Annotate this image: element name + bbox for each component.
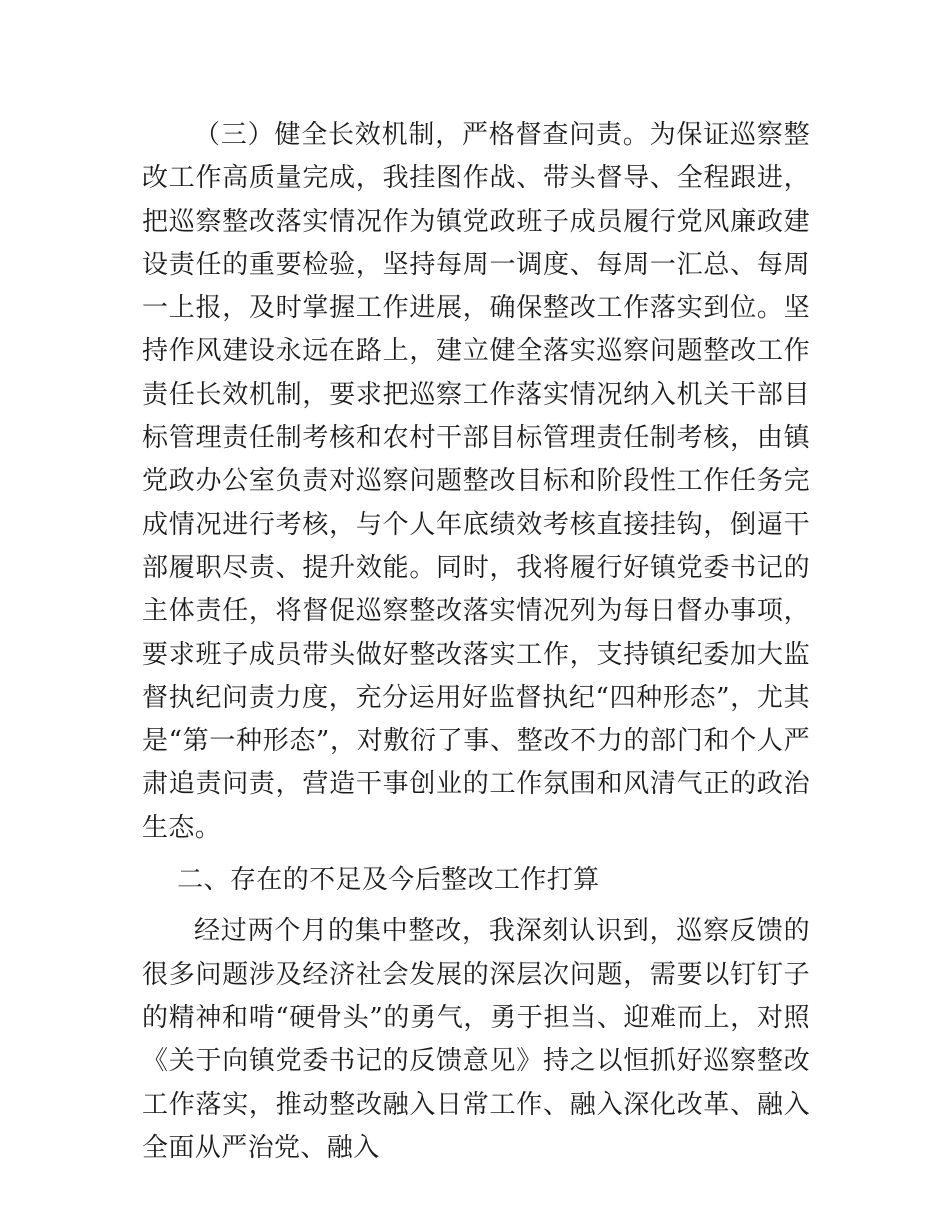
paragraph-long-term-mechanism: （三）健全长效机制，严格督查问责。为保证巡察整改工作高质量完成，我挂图作战、带头督导、全程跟进，把巡察整改落实情况作为镇党政班子成员履行党风廉政建设责任的重要检验，坚持每周一调度、每周一汇总、每周一上报，及时掌握工作进展，确保整改工作落实到位。坚持作风建设永远在路上，建立健全落实巡察问题整改工作责任长效机制，要求把巡察工作落实情况纳入机关干部目标管理责任制考核和农村干部目标管理责任制考核，由镇党政办公室负责对巡察问题整改目标和阶段性工作任务完成情况进行考核，与个人年底绩效考核直接挂钩，倒逼干部履职尽责、提升效能。同时，我将履行好镇党委书记的主体责任，将督促巡察整改落实情况列为每日督办事项，要求班子成员带头做好整改落实工作，支持镇纪委加大监督执纪问责力度，充分运用好监督执纪“四种形态”，尤其是“第一种形态”，对敷衍了事、整改不力的部门和个人严肃追责问责，营造干事创业的工作氛围和风清气正的政治生态。	[142, 120, 810, 843]
paragraph-shortcomings: 经过两个月的集中整改，我深刻认识到，巡察反馈的很多问题涉及经济社会发展的深层次问题，需要以钉钉子的精神和啃“硬骨头”的勇气，勇于担当、迎难而上，对照《关于向镇党委书记的反馈意见》持之以恒抓好巡察整改工作落实，推动整改融入日常工作、融入深化改革、融入全面从严治党、融入	[142, 916, 810, 1163]
section-heading: 二、存在的不足及今后整改工作打算	[177, 865, 600, 896]
document-page	[142, 114, 810, 1170]
